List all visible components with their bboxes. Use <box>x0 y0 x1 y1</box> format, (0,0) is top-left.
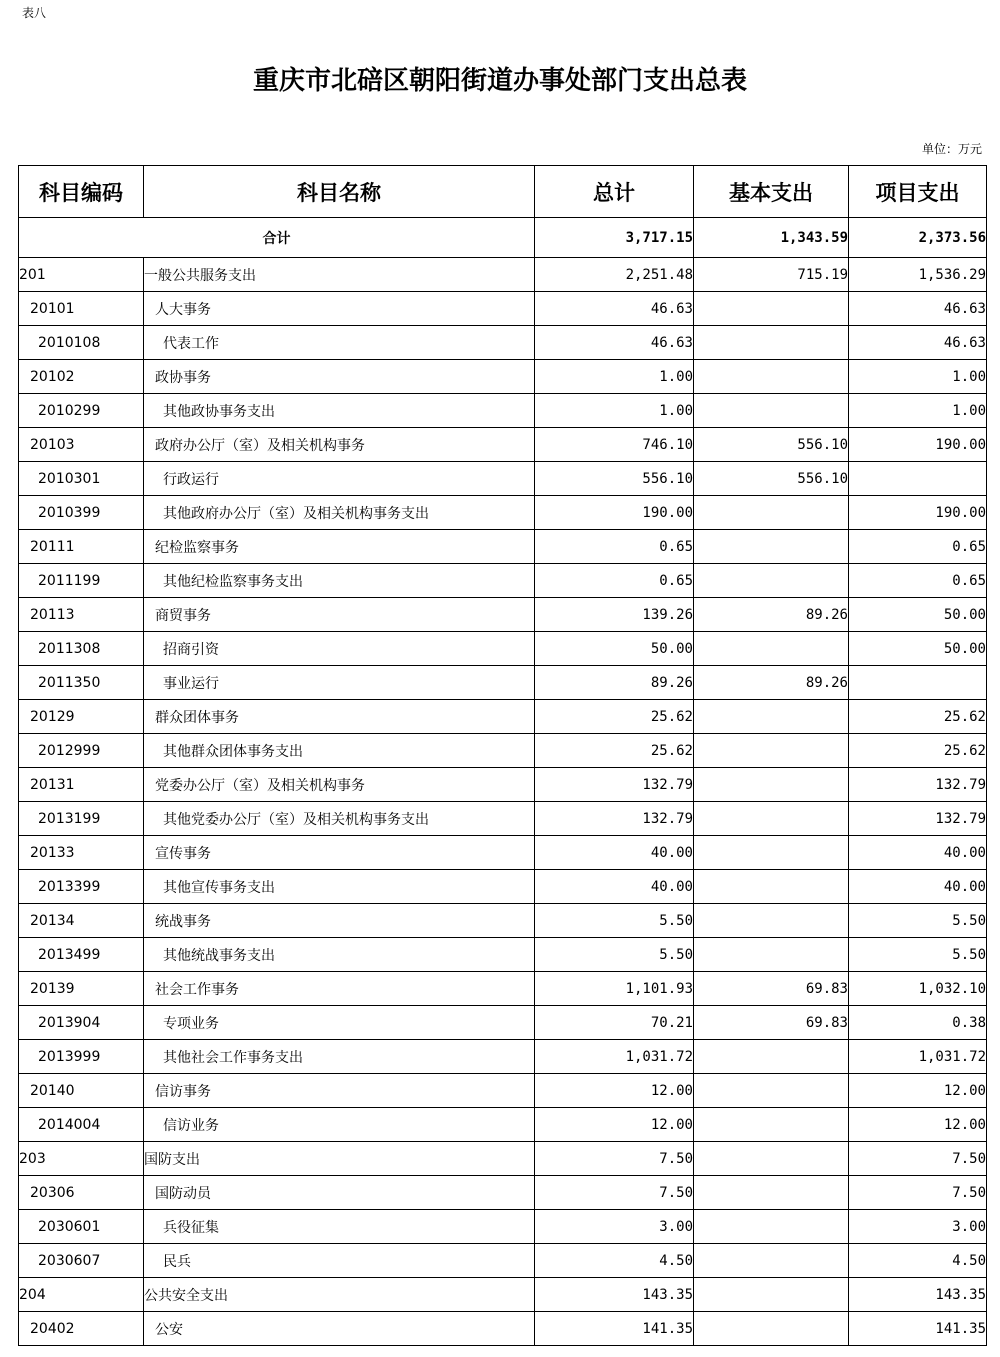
row-basic <box>694 1210 849 1244</box>
row-basic <box>694 564 849 598</box>
row-name: 其他党委办公厅（室）及相关机构事务支出 <box>144 802 535 836</box>
row-name: 其他统战事务支出 <box>144 938 535 972</box>
row-basic <box>694 1074 849 1108</box>
row-name: 代表工作 <box>144 326 535 360</box>
table-row <box>19 700 987 734</box>
row-code: 2010299 <box>19 394 144 428</box>
row-code: 2030601 <box>19 1210 144 1244</box>
page-title: 重庆市北碚区朝阳街道办事处部门支出总表 <box>252 66 747 96</box>
row-code: 2010399 <box>19 496 144 530</box>
row-code: 2012999 <box>19 734 144 768</box>
row-code: 20102 <box>19 360 144 394</box>
column-header-name: 科目名称 <box>144 166 535 218</box>
table-row <box>19 564 987 598</box>
table-row <box>19 1210 987 1244</box>
row-name: 民兵 <box>144 1244 535 1278</box>
total-label: 合计 <box>19 218 535 258</box>
row-project: 40.00 <box>849 870 987 904</box>
row-code: 20101 <box>19 292 144 326</box>
table-row <box>19 428 987 462</box>
row-total: 143.35 <box>535 1278 694 1312</box>
row-project: 25.62 <box>849 734 987 768</box>
total-basic: 1,343.59 <box>694 218 849 258</box>
expenditure-table <box>18 165 987 1346</box>
row-total: 141.35 <box>535 1312 694 1346</box>
table-row <box>19 360 987 394</box>
row-total: 7.50 <box>535 1142 694 1176</box>
table-row <box>19 734 987 768</box>
row-name: 政协事务 <box>144 360 535 394</box>
row-project: 5.50 <box>849 904 987 938</box>
table-row <box>19 1244 987 1278</box>
row-total: 40.00 <box>535 870 694 904</box>
row-code: 2013904 <box>19 1006 144 1040</box>
column-header-code: 科目编码 <box>19 166 144 218</box>
table-row <box>19 802 987 836</box>
row-basic <box>694 768 849 802</box>
row-total: 139.26 <box>535 598 694 632</box>
row-total: 40.00 <box>535 836 694 870</box>
total-row <box>19 218 987 258</box>
row-code: 2014004 <box>19 1108 144 1142</box>
row-project: 25.62 <box>849 700 987 734</box>
table-row <box>19 394 987 428</box>
row-code: 201 <box>19 258 144 292</box>
table-row <box>19 1074 987 1108</box>
row-name: 其他纪检监察事务支出 <box>144 564 535 598</box>
column-header-total: 总计 <box>535 166 694 218</box>
table-row <box>19 836 987 870</box>
row-code: 2013199 <box>19 802 144 836</box>
row-name: 其他政协事务支出 <box>144 394 535 428</box>
row-project: 132.79 <box>849 802 987 836</box>
row-total: 12.00 <box>535 1108 694 1142</box>
row-code: 20134 <box>19 904 144 938</box>
table-row <box>19 326 987 360</box>
row-name: 纪检监察事务 <box>144 530 535 564</box>
row-name: 人大事务 <box>144 292 535 326</box>
row-total: 0.65 <box>535 564 694 598</box>
row-project: 4.50 <box>849 1244 987 1278</box>
row-code: 20113 <box>19 598 144 632</box>
row-total: 190.00 <box>535 496 694 530</box>
row-project: 1,032.10 <box>849 972 987 1006</box>
row-project: 143.35 <box>849 1278 987 1312</box>
row-code: 203 <box>19 1142 144 1176</box>
row-name: 兵役征集 <box>144 1210 535 1244</box>
row-code: 2030607 <box>19 1244 144 1278</box>
row-basic: 715.19 <box>694 258 849 292</box>
row-basic <box>694 394 849 428</box>
row-name: 统战事务 <box>144 904 535 938</box>
row-basic <box>694 292 849 326</box>
total-project: 2,373.56 <box>849 218 987 258</box>
table-row <box>19 258 987 292</box>
row-project: 0.65 <box>849 564 987 598</box>
row-project: 1.00 <box>849 360 987 394</box>
table-row <box>19 1006 987 1040</box>
unit-label: 单位：万元 <box>921 142 982 156</box>
table-row <box>19 496 987 530</box>
row-basic <box>694 1312 849 1346</box>
row-name: 公安 <box>144 1312 535 1346</box>
row-name: 社会工作事务 <box>144 972 535 1006</box>
row-project: 1,031.72 <box>849 1040 987 1074</box>
row-name: 事业运行 <box>144 666 535 700</box>
row-total: 2,251.48 <box>535 258 694 292</box>
row-project: 46.63 <box>849 326 987 360</box>
row-code: 20140 <box>19 1074 144 1108</box>
row-total: 1,101.93 <box>535 972 694 1006</box>
row-basic <box>694 1244 849 1278</box>
row-name: 信访业务 <box>144 1108 535 1142</box>
row-name: 党委办公厅（室）及相关机构事务 <box>144 768 535 802</box>
row-project: 1.00 <box>849 394 987 428</box>
row-project: 50.00 <box>849 632 987 666</box>
row-name: 招商引资 <box>144 632 535 666</box>
row-project: 3.00 <box>849 1210 987 1244</box>
row-basic <box>694 530 849 564</box>
row-project: 0.65 <box>849 530 987 564</box>
row-basic <box>694 496 849 530</box>
row-basic <box>694 836 849 870</box>
row-code: 20131 <box>19 768 144 802</box>
row-name: 其他政府办公厅（室）及相关机构事务支出 <box>144 496 535 530</box>
row-name: 国防动员 <box>144 1176 535 1210</box>
table-row <box>19 530 987 564</box>
row-project: 7.50 <box>849 1142 987 1176</box>
row-code: 2011199 <box>19 564 144 598</box>
row-total: 1,031.72 <box>535 1040 694 1074</box>
row-basic <box>694 1108 849 1142</box>
row-total: 132.79 <box>535 768 694 802</box>
row-code: 2010108 <box>19 326 144 360</box>
row-total: 25.62 <box>535 700 694 734</box>
row-project: 132.79 <box>849 768 987 802</box>
row-code: 20111 <box>19 530 144 564</box>
row-total: 1.00 <box>535 394 694 428</box>
row-name: 信访事务 <box>144 1074 535 1108</box>
row-basic: 556.10 <box>694 462 849 496</box>
row-name: 一般公共服务支出 <box>144 258 535 292</box>
row-basic: 69.83 <box>694 972 849 1006</box>
row-code: 2013399 <box>19 870 144 904</box>
row-code: 2010301 <box>19 462 144 496</box>
row-code: 20306 <box>19 1176 144 1210</box>
table-row <box>19 972 987 1006</box>
table-row <box>19 292 987 326</box>
row-total: 556.10 <box>535 462 694 496</box>
table-row <box>19 938 987 972</box>
table-row <box>19 1142 987 1176</box>
table-row <box>19 1108 987 1142</box>
row-code: 204 <box>19 1278 144 1312</box>
row-total: 25.62 <box>535 734 694 768</box>
row-code: 20103 <box>19 428 144 462</box>
row-basic <box>694 1278 849 1312</box>
row-basic: 69.83 <box>694 1006 849 1040</box>
row-name: 其他宣传事务支出 <box>144 870 535 904</box>
row-basic <box>694 904 849 938</box>
row-basic <box>694 938 849 972</box>
table-row <box>19 462 987 496</box>
row-code: 2011350 <box>19 666 144 700</box>
row-code: 2013499 <box>19 938 144 972</box>
column-header-project: 项目支出 <box>849 166 987 218</box>
row-project: 12.00 <box>849 1074 987 1108</box>
row-total: 0.65 <box>535 530 694 564</box>
row-code: 20139 <box>19 972 144 1006</box>
row-code: 20129 <box>19 700 144 734</box>
row-total: 89.26 <box>535 666 694 700</box>
table-row <box>19 632 987 666</box>
row-project: 40.00 <box>849 836 987 870</box>
row-project: 1,536.29 <box>849 258 987 292</box>
table-row <box>19 1040 987 1074</box>
row-project: 190.00 <box>849 496 987 530</box>
row-total: 46.63 <box>535 326 694 360</box>
row-total: 132.79 <box>535 802 694 836</box>
row-project: 5.50 <box>849 938 987 972</box>
row-basic: 89.26 <box>694 666 849 700</box>
table-row <box>19 768 987 802</box>
row-name: 公共安全支出 <box>144 1278 535 1312</box>
row-name: 商贸事务 <box>144 598 535 632</box>
row-name: 国防支出 <box>144 1142 535 1176</box>
row-total: 46.63 <box>535 292 694 326</box>
row-basic <box>694 360 849 394</box>
row-total: 5.50 <box>535 938 694 972</box>
table-row <box>19 1312 987 1346</box>
row-project: 0.38 <box>849 1006 987 1040</box>
row-code: 20402 <box>19 1312 144 1346</box>
row-name: 政府办公厅（室）及相关机构事务 <box>144 428 535 462</box>
column-header-basic: 基本支出 <box>694 166 849 218</box>
row-name: 其他社会工作事务支出 <box>144 1040 535 1074</box>
row-basic <box>694 870 849 904</box>
row-name: 宣传事务 <box>144 836 535 870</box>
row-code: 2013999 <box>19 1040 144 1074</box>
total-amount: 3,717.15 <box>535 218 694 258</box>
row-basic <box>694 632 849 666</box>
row-project: 46.63 <box>849 292 987 326</box>
row-total: 3.00 <box>535 1210 694 1244</box>
table-row <box>19 598 987 632</box>
table-row <box>19 1176 987 1210</box>
row-basic: 89.26 <box>694 598 849 632</box>
row-project: 12.00 <box>849 1108 987 1142</box>
table-row <box>19 870 987 904</box>
table-row <box>19 666 987 700</box>
row-project: 141.35 <box>849 1312 987 1346</box>
table-label: 表八 <box>22 6 47 20</box>
table-row <box>19 1278 987 1312</box>
row-total: 50.00 <box>535 632 694 666</box>
row-code: 20133 <box>19 836 144 870</box>
row-name: 其他群众团体事务支出 <box>144 734 535 768</box>
row-project <box>849 666 987 700</box>
row-basic <box>694 1040 849 1074</box>
table-row <box>19 904 987 938</box>
row-project: 7.50 <box>849 1176 987 1210</box>
row-total: 746.10 <box>535 428 694 462</box>
row-basic: 556.10 <box>694 428 849 462</box>
row-code: 2011308 <box>19 632 144 666</box>
row-basic <box>694 802 849 836</box>
row-total: 70.21 <box>535 1006 694 1040</box>
row-basic <box>694 700 849 734</box>
row-name: 行政运行 <box>144 462 535 496</box>
row-project: 190.00 <box>849 428 987 462</box>
row-basic <box>694 734 849 768</box>
table-header-row <box>19 166 987 218</box>
row-project: 50.00 <box>849 598 987 632</box>
row-total: 1.00 <box>535 360 694 394</box>
row-project <box>849 462 987 496</box>
row-total: 7.50 <box>535 1176 694 1210</box>
row-basic <box>694 326 849 360</box>
row-name: 专项业务 <box>144 1006 535 1040</box>
row-total: 12.00 <box>535 1074 694 1108</box>
row-basic <box>694 1142 849 1176</box>
row-basic <box>694 1176 849 1210</box>
row-total: 5.50 <box>535 904 694 938</box>
row-name: 群众团体事务 <box>144 700 535 734</box>
row-total: 4.50 <box>535 1244 694 1278</box>
